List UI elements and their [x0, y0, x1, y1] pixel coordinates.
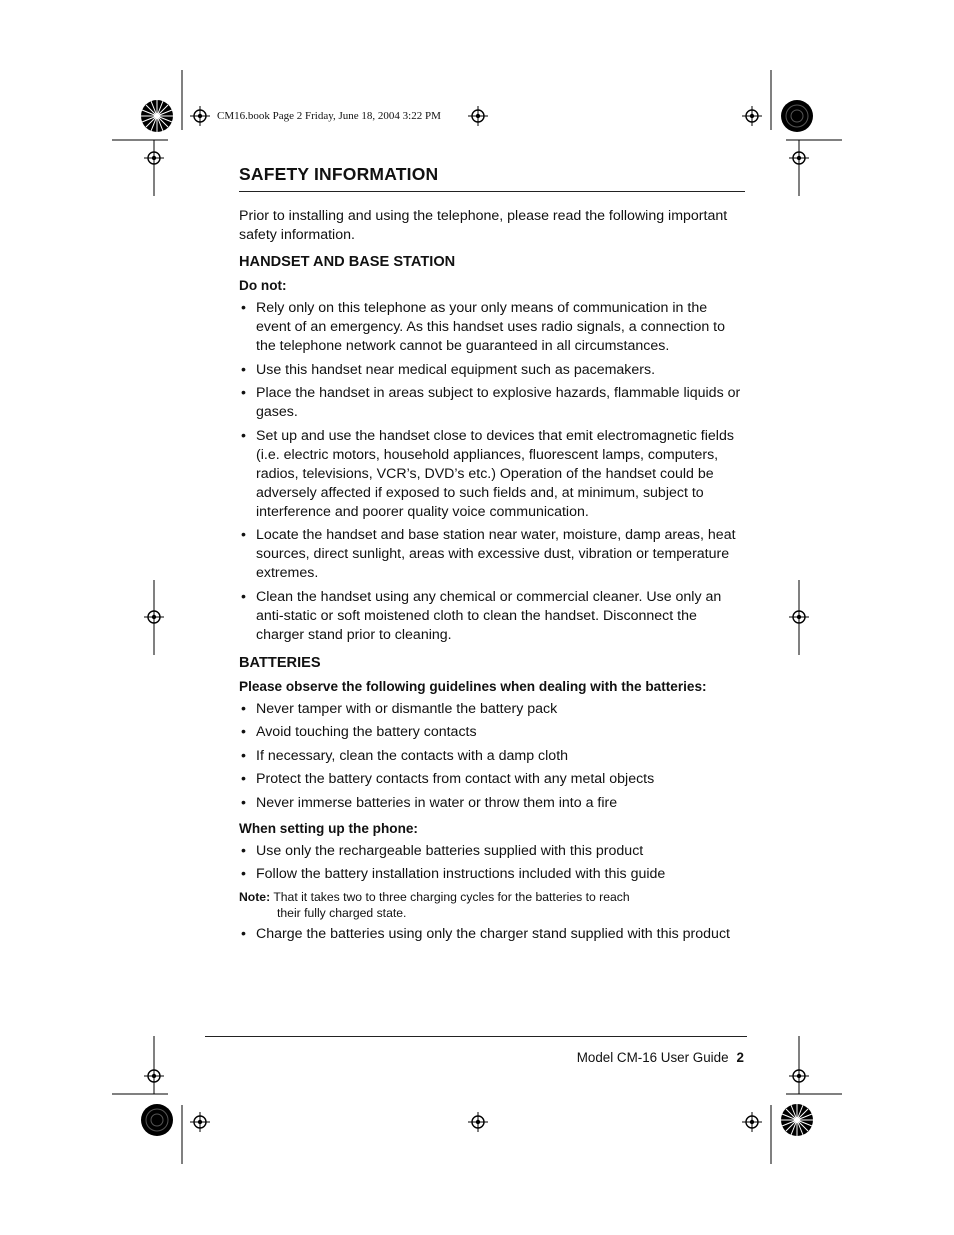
final-list [239, 925, 745, 944]
page-title: SAFETY INFORMATION [239, 164, 745, 192]
list-item: • Avoid touching the battery contacts [239, 723, 745, 742]
intro-paragraph: Prior to installing and using the telephone, please read the following important safety information. [239, 208, 728, 243]
setup-list [239, 842, 745, 885]
list-item: • Use only the rechargeable batteries supplied with this product [239, 842, 745, 861]
list-item: • Never immerse batteries in water or throw them into a fire [239, 794, 745, 813]
footer-guide-title: Model CM-16 User Guide [576, 1050, 729, 1065]
print-slug: CM16.book Page 2 Friday, June 18, 2004 3:22 PM [217, 110, 441, 122]
list-item: • If necessary, clean the contacts with a damp cloth [239, 747, 745, 766]
section-heading-batteries: BATTERIES [239, 654, 321, 671]
list-item: • Place the handset in areas subject to explosive hazards, flammable liquids or gases. [239, 384, 745, 422]
page-content [239, 164, 745, 948]
footer-rule [205, 1036, 747, 1037]
section-heading-handset: HANDSET AND BASE STATION [239, 254, 456, 270]
handset-list [239, 299, 745, 645]
list-item: • Never tamper with or dismantle the battery pack [239, 700, 745, 719]
setup-lead: When setting up the phone: [239, 820, 418, 836]
list-item: • Clean the handset using any chemical or commercial cleaner. Use only an anti-static or soft moistened cloth to clean the handset. Disconnect the charger stand prior to cleaning. [239, 588, 745, 645]
note-text-line2: their fully charged state. [277, 905, 407, 920]
list-item: • Locate the handset and base station near water, moisture, damp areas, heat sources, direct sunlight, areas with excessive dust, vibration or temperature extremes. [239, 526, 745, 583]
list-item: • Follow the battery installation instructions included with this guide [239, 865, 745, 884]
note-text-line1: That it takes two to three charging cycles for the batteries to reach [273, 889, 630, 904]
handset-lead: Do not: [239, 278, 287, 293]
batteries-list [239, 700, 745, 813]
list-item: • Protect the battery contacts from contact with any metal objects [239, 770, 745, 789]
list-item: • Use this handset near medical equipment such as pacemakers. [239, 361, 745, 380]
list-item: • Rely only on this telephone as your only means of communication in the event of an emergency. As this handset uses radio signals, a connection to the telephone network cannot be guaranteed in all circumstances. [239, 299, 745, 356]
list-item: • Charge the batteries using only the charger stand supplied with this product [239, 925, 745, 944]
list-item: • Set up and use the handset close to devices that emit electromagnetic fields (i.e. electric motors, household appliances, fluorescent lamps, computers, radios, televisions, VCR’s, DVD’s etc.) Operation of the handset could be adversely affected if exposed to such fields and, at minimum, subject to interference and poorer quality voice communication. [239, 427, 745, 522]
page-number: 2 [736, 1050, 744, 1065]
batteries-lead: Please observe the following guidelines when dealing with the batteries: [239, 678, 707, 694]
note-label: Note: [239, 889, 271, 904]
battery-note [239, 889, 745, 921]
page-footer [577, 1050, 744, 1065]
